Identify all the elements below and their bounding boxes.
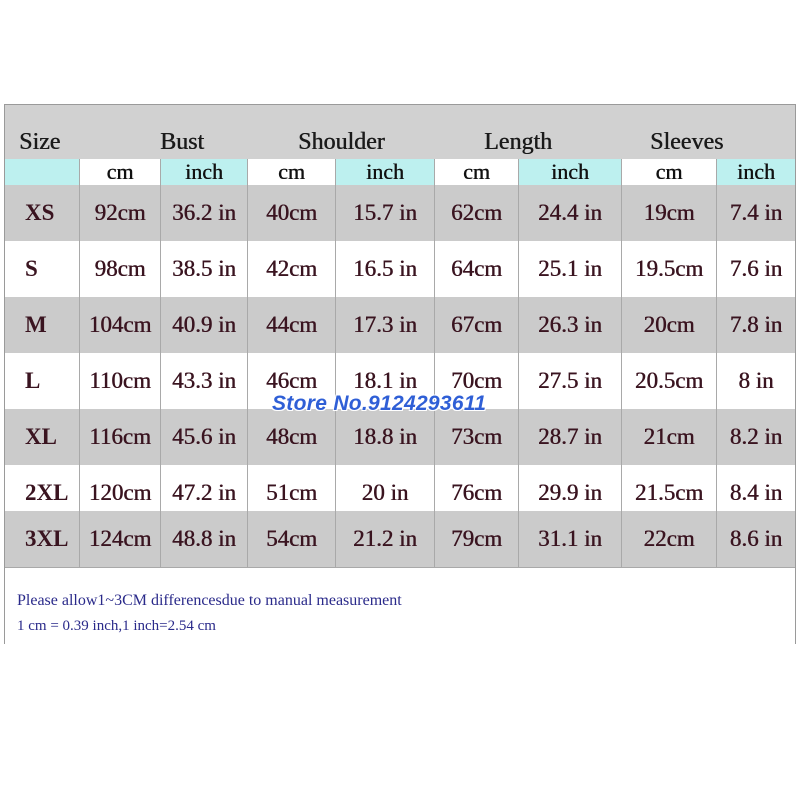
size-cell: L — [5, 353, 80, 409]
value-cell: 47.2 in — [161, 465, 248, 521]
value-cell: 73cm — [435, 409, 519, 465]
value-cell: 70cm — [435, 353, 519, 409]
store-watermark: Store No.9124293611 — [272, 392, 487, 415]
value-cell: 54cm — [248, 511, 336, 567]
value-cell: 8.4 in — [729, 480, 783, 505]
subheader-unit: cm — [435, 159, 519, 185]
value-cell: 18.8 in — [336, 409, 435, 465]
value-cell: 92cm — [80, 185, 161, 241]
value-cell: 124cm — [80, 511, 161, 567]
subheader-unit: inch — [161, 159, 248, 185]
value-cell: 64cm — [435, 241, 519, 297]
value-cell: 24.4 in — [519, 185, 622, 241]
conversion-note: 1 cm = 0.39 inch,1 inch=2.54 cm — [17, 618, 216, 634]
size-cell: 2XL — [5, 465, 80, 521]
value-cell: 29.9 in — [519, 465, 622, 521]
header-length: Length — [484, 129, 552, 155]
value-cell: 40.9 in — [161, 297, 248, 353]
size-cell: XS — [5, 185, 80, 241]
value-cell: 19cm — [622, 185, 717, 241]
table-row — [5, 409, 795, 465]
measurement-note: Please allow1~3CM differencesdue to manual measurement — [17, 592, 402, 609]
subheader-unit: cm — [248, 159, 336, 185]
value-cell: 42cm — [248, 241, 336, 297]
value-cell: 7.4 in — [729, 200, 783, 225]
value-cell: 98cm — [80, 241, 161, 297]
value-cell: 20.5cm — [622, 353, 717, 409]
value-cell: 45.6 in — [161, 409, 248, 465]
value-cell: 28.7 in — [519, 409, 622, 465]
value-cell: 76cm — [435, 465, 519, 521]
value-cell: 31.1 in — [519, 511, 622, 567]
value-cell: 7.8 in — [729, 312, 783, 337]
value-cell: 62cm — [435, 185, 519, 241]
value-cell: 38.5 in — [161, 241, 248, 297]
value-cell: 16.5 in — [336, 241, 435, 297]
value-cell: 20cm — [622, 297, 717, 353]
value-cell: 43.3 in — [161, 353, 248, 409]
value-cell: 15.7 in — [336, 185, 435, 241]
value-cell: 110cm — [80, 353, 161, 409]
value-cell: 20 in — [336, 465, 435, 521]
value-cell: 17.3 in — [336, 297, 435, 353]
subheader-size-blank — [5, 159, 80, 185]
subheader-unit: inch — [717, 159, 795, 185]
value-cell: 18.1 in — [336, 353, 435, 409]
subheader-unit: inch — [519, 159, 622, 185]
size-cell: 3XL — [5, 511, 80, 567]
value-cell: 21.5cm — [622, 465, 717, 521]
value-cell: 25.1 in — [519, 241, 622, 297]
value-cell: 21.2 in — [336, 511, 435, 567]
value-cell: 51cm — [248, 465, 336, 521]
table-row — [5, 511, 795, 567]
header-size: Size — [19, 129, 61, 155]
subheader-unit: cm — [80, 159, 161, 185]
value-cell: 19.5cm — [622, 241, 717, 297]
subheader-unit: cm — [622, 159, 717, 185]
value-cell: 104cm — [80, 297, 161, 353]
size-cell: M — [5, 297, 80, 353]
size-cell: S — [5, 241, 80, 297]
value-cell: 26.3 in — [519, 297, 622, 353]
value-cell: 21cm — [622, 409, 717, 465]
value-cell: 48.8 in — [161, 511, 248, 567]
table-row — [5, 297, 795, 353]
value-cell: 8.2 in — [729, 424, 783, 449]
value-cell: 22cm — [622, 511, 717, 567]
value-cell: 27.5 in — [519, 353, 622, 409]
size-cell: XL — [5, 409, 80, 465]
value-cell: 40cm — [248, 185, 336, 241]
value-cell: 116cm — [80, 409, 161, 465]
table-row — [5, 241, 795, 297]
value-cell: 8 in — [738, 368, 774, 393]
value-cell: 7.6 in — [729, 256, 783, 281]
header-sleeves: Sleeves — [650, 129, 724, 155]
value-cell: 79cm — [435, 511, 519, 567]
notes-area — [5, 567, 795, 644]
value-cell: 48cm — [248, 409, 336, 465]
value-cell: 36.2 in — [161, 185, 248, 241]
subheader-unit: inch — [336, 159, 435, 185]
value-cell: 46cm — [248, 353, 336, 409]
value-cell: 44cm — [248, 297, 336, 353]
table-row — [5, 185, 795, 241]
header-band — [5, 105, 795, 159]
value-cell: 120cm — [80, 465, 161, 521]
value-cell: 67cm — [435, 297, 519, 353]
header-shoulder: Shoulder — [298, 129, 385, 155]
header-bust: Bust — [160, 129, 205, 155]
value-cell: 8.6 in — [729, 526, 783, 551]
unit-subheader-row — [5, 159, 795, 185]
size-chart — [4, 104, 796, 644]
